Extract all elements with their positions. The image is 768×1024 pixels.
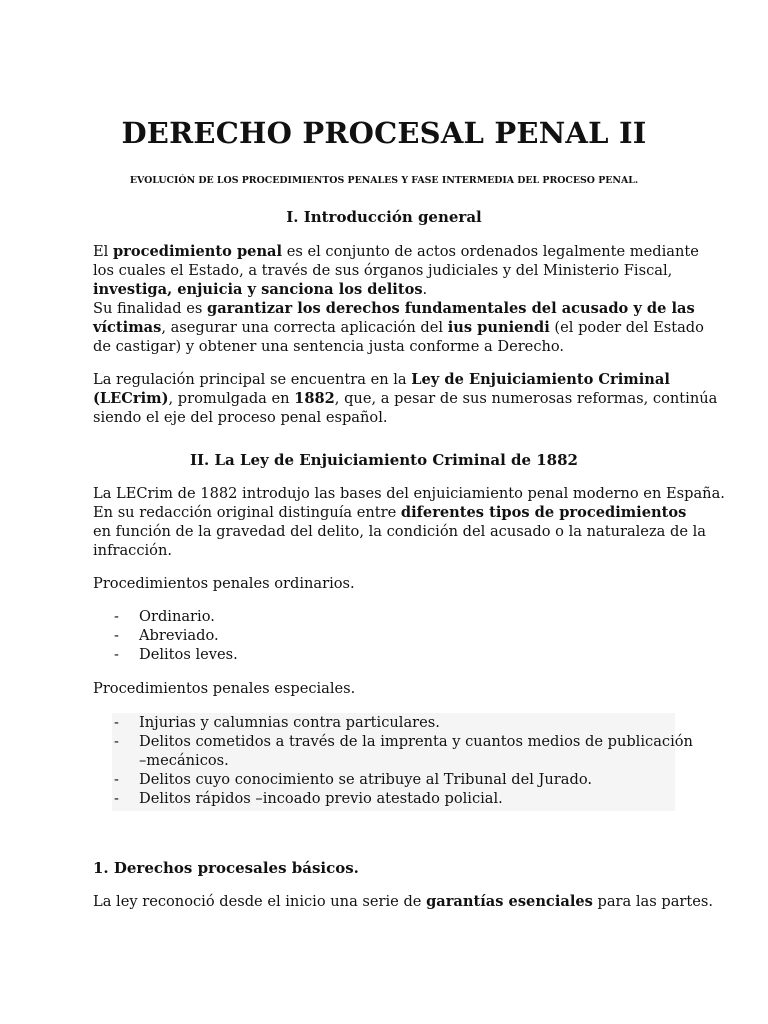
ordinary-procedures-intro: Procedimientos penales ordinarios.: [93, 575, 355, 592]
paragraph-lecrim-bases: [93, 484, 725, 560]
list-item: - Delitos leves.: [114, 646, 238, 663]
subsection-heading-derechos: 1. Derechos procesales básicos.: [93, 859, 359, 877]
text-line: siendo el eje del proceso penal español.: [93, 409, 388, 426]
text-line: La ley reconoció desde el inicio una serie de garantías esenciales para las partes.: [93, 893, 714, 910]
text-line: los cuales el Estado, a través de sus órganos judiciales y del Ministerio Fiscal,: [93, 262, 673, 279]
list-item: - Delitos cuyo conocimiento se atribuye al Tribunal del Jurado.: [114, 771, 592, 788]
paragraph-lecrim-regulacion: [93, 370, 718, 427]
section-heading-introduccion: I. Introducción general: [286, 208, 482, 226]
paragraph-procedimiento-penal: [93, 242, 704, 356]
special-procedures-intro: Procedimientos penales especiales.: [93, 680, 356, 697]
text-line: La regulación principal se encuentra en la Ley de Enjuiciamiento Criminal: [93, 371, 670, 388]
document-title: DERECHO PROCESAL PENAL II: [121, 116, 647, 150]
list-item: - Injurias y calumnias contra particulares.: [114, 714, 440, 731]
text-line: En su redacción original distinguía entre diferentes tipos de procedimientos: [93, 504, 687, 521]
list-item: - Abreviado.: [114, 627, 219, 644]
special-procedures-list: [93, 713, 693, 808]
section-heading-lecrim-1882: II. La Ley de Enjuiciamiento Criminal de 1882: [189, 451, 578, 469]
ordinary-procedures-list: [93, 607, 693, 664]
text-line: de castigar) y obtener una sentencia justa conforme a Derecho.: [93, 338, 565, 355]
list-item: - Ordinario.: [114, 608, 215, 625]
text-line: (LECrim), promulgada en 1882, que, a pesar de sus numerosas reformas, continúa: [93, 390, 718, 407]
text-line: investiga, enjuicia y sanciona los delitos.: [93, 281, 428, 298]
paragraph-garantias: [93, 892, 714, 911]
text-line: La LECrim de 1882 introdujo las bases del enjuiciamiento penal moderno en España.: [93, 485, 725, 502]
text-line: víctimas, asegurar una correcta aplicación del ius puniendi (el poder del Estado: [93, 319, 704, 336]
list-item: - Delitos cometidos a través de la imprenta y cuantos medios de publicación –mecánicos.: [114, 733, 693, 769]
document-subtitle: EVOLUCIÓN DE LOS PROCEDIMIENTOS PENALES Y FASE INTERMEDIA DEL PROCESO PENAL.: [129, 175, 639, 186]
text-line: infracción.: [93, 542, 172, 559]
text-line: Su finalidad es garantizar los derechos fundamentales del acusado y de las: [93, 300, 695, 317]
text-line: El procedimiento penal es el conjunto de actos ordenados legalmente mediante: [93, 243, 699, 260]
list-item: - Delitos rápidos –incoado previo atestado policial.: [114, 790, 503, 807]
text-line: en función de la gravedad del delito, la condición del acusado o la naturaleza de la: [93, 523, 706, 540]
